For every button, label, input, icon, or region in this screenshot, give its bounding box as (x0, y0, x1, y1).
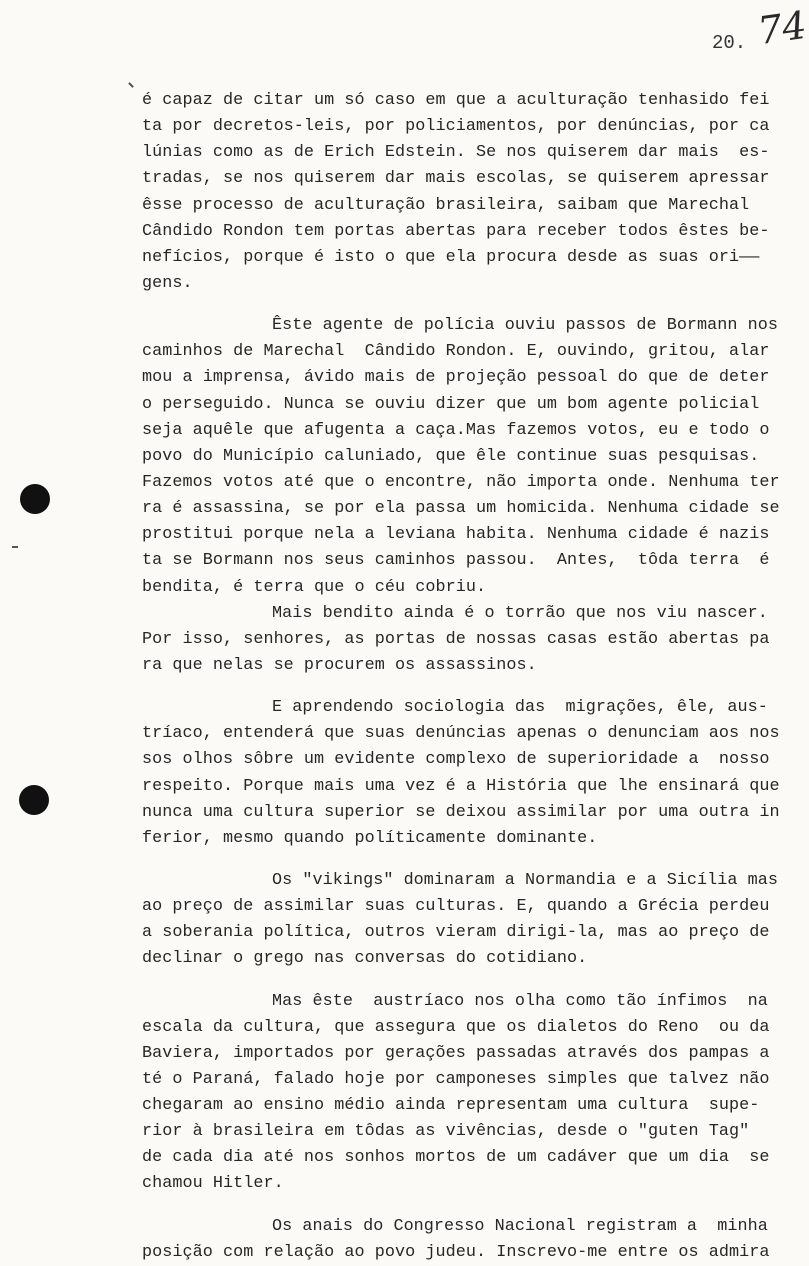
paragraph (142, 868, 779, 973)
text-line: Mas êste austríaco nos olha como tão ínfimos na (272, 991, 768, 1011)
text-line: rior à brasileira em tôdas as vivências, desde o "guten Tag" (142, 1122, 750, 1142)
text-line: tradas, se nos quiserem dar mais escolas, se quiserem apressar (142, 169, 770, 189)
binder-hole (19, 785, 49, 815)
text-line: povo do Município caluniado, que êle continue suas pesquisas. (142, 446, 760, 466)
text-line: E aprendendo sociologia das migrações, êle, aus- (272, 698, 768, 718)
text-line: Por isso, senhores, as portas de nossas casas estão abertas pa (142, 629, 770, 649)
text-line: ao preço de assimilar suas culturas. E, quando a Grécia perdeu (142, 897, 770, 917)
paragraph (142, 989, 770, 1198)
text-line: prostitui porque nela a leviana habita. Nenhuma cidade é nazis (142, 525, 770, 545)
text-line: gens. (142, 273, 193, 293)
text-line: caminhos de Marechal Cândido Rondon. E, ouvindo, gritou, alar (142, 342, 770, 362)
paragraph (142, 601, 770, 679)
text-line: nefícios, porque é isto o que ela procura desde as suas ori—— (142, 247, 760, 267)
binder-hole (20, 484, 50, 514)
text-line: posição com relação ao povo judeu. Inscrevo-me entre os admira (142, 1242, 770, 1262)
stray-mark (128, 82, 134, 88)
text-line: declinar o grego nas conversas do cotidiano. (142, 949, 588, 969)
document-body (142, 88, 780, 1266)
text-line: Baviera, importados por gerações passadas através dos pampas a (142, 1043, 770, 1063)
text-line: lúnias como as de Erich Edstein. Se nos quiserem dar mais es- (142, 143, 770, 163)
text-line: sos olhos sôbre um evidente complexo de superioridade a nosso (142, 750, 770, 770)
text-line: Cândido Rondon tem portas abertas para receber todos êstes be- (142, 221, 770, 241)
text-line: Os anais do Congresso Nacional registram a minha (272, 1216, 768, 1236)
text-line: mou a imprensa, ávido mais de projeção pessoal do que de deter (142, 368, 770, 388)
stray-mark (12, 546, 18, 548)
text-line: Os "vikings" dominaram a Normandia e a Sicília mas (272, 870, 779, 890)
paragraph (142, 88, 770, 297)
page-number: 20. (712, 32, 747, 54)
text-line: escala da cultura, que assegura que os dialetos do Reno ou da (142, 1017, 770, 1037)
text-line: bendita, é terra que o céu cobriu. (142, 577, 487, 597)
text-line: ra é assassina, se por ela passa um homicida. Nenhuma cidade se (142, 499, 780, 519)
paragraph (142, 313, 780, 601)
text-line: Mais bendito ainda é o torrão que nos viu nascer. (272, 603, 768, 623)
text-line: nunca uma cultura superior se deixou assimilar por uma outra in (142, 802, 780, 822)
text-line: té o Paraná, falado hoje por camponeses simples que talvez não (142, 1069, 770, 1089)
text-line: ra que nelas se procurem os assassinos. (142, 655, 537, 675)
paragraph (142, 1214, 770, 1266)
text-line: tríaco, entenderá que suas denúncias apenas o denunciam aos nos (142, 724, 780, 744)
text-line: seja aquêle que afugenta a caça.Mas fazemos votos, eu e todo o (142, 420, 770, 440)
text-line: chegaram ao ensino médio ainda representam uma cultura supe- (142, 1096, 760, 1116)
text-line: é capaz de citar um só caso em que a aculturação tenhasido fei (142, 91, 770, 110)
text-line: êsse processo de aculturação brasileira, saibam que Marechal (142, 195, 750, 215)
paragraph (142, 695, 780, 852)
text-line: chamou Hitler. (142, 1174, 284, 1194)
handwritten-folio-number: 74 (755, 2, 809, 54)
text-line: Fazemos votos até que o encontre, não importa onde. Nenhuma ter (142, 472, 780, 492)
text-line: ta por decretos-leis, por policiamentos, por denúncias, por ca (142, 117, 770, 137)
text-line: de cada dia até nos sonhos mortos de um cadáver que um dia se (142, 1148, 770, 1168)
text-line: a soberania política, outros vieram dirigi-la, mas ao preço de (142, 923, 770, 943)
text-line: respeito. Porque mais uma vez é a História que lhe ensinará que (142, 776, 780, 796)
text-line: ta se Bormann nos seus caminhos passou. Antes, tôda terra é (142, 551, 770, 571)
text-line: o perseguido. Nunca se ouviu dizer que um bom agente policial (142, 394, 760, 414)
text-line: Êste agente de polícia ouviu passos de Bormann nos (272, 316, 779, 336)
text-line: ferior, mesmo quando políticamente dominante. (142, 828, 598, 848)
